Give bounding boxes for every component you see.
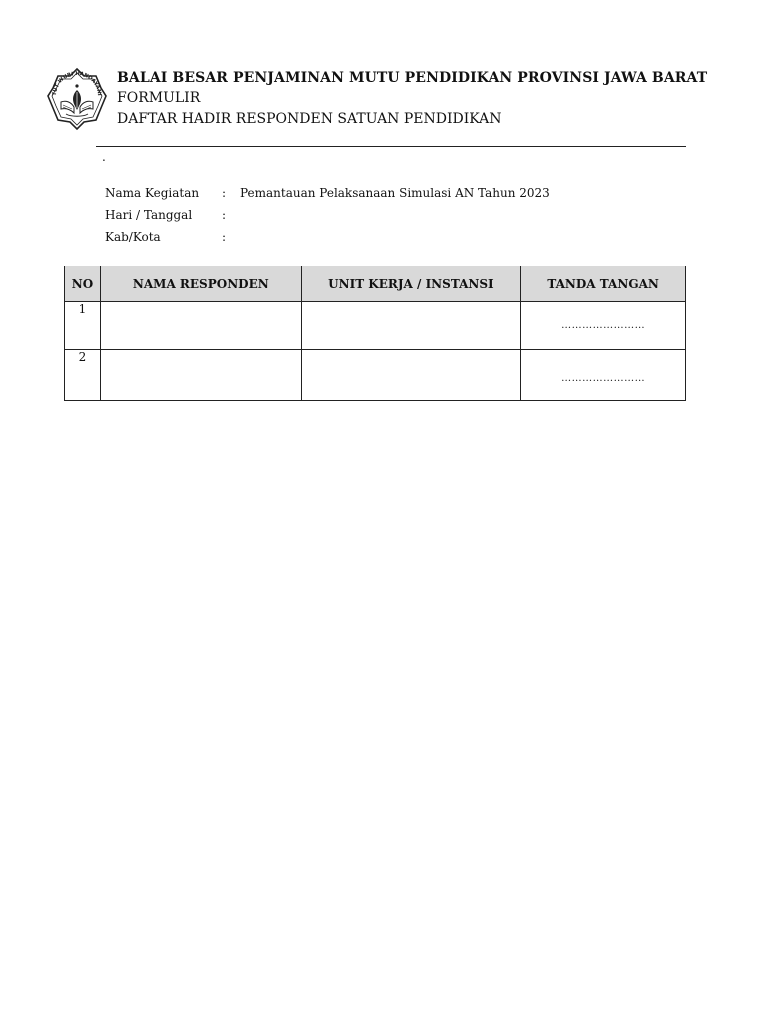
row-number: 2 xyxy=(65,350,101,401)
signature-cell[interactable]: …………………… xyxy=(521,302,686,350)
row-number: 1 xyxy=(65,302,101,350)
column-header-no: NO xyxy=(65,266,101,302)
column-header-name: NAMA RESPONDEN xyxy=(100,266,301,302)
info-colon: : xyxy=(222,186,227,200)
info-colon: : xyxy=(222,208,227,222)
table-row xyxy=(65,302,686,350)
info-value-activity: Pemantauan Pelaksanaan Simulasi AN Tahun 2023 xyxy=(240,186,550,200)
attendance-table xyxy=(64,266,686,401)
form-title: DAFTAR HADIR RESPONDEN SATUAN PENDIDIKAN xyxy=(117,111,502,127)
column-header-unit: UNIT KERJA / INSTANSI xyxy=(301,266,521,302)
column-header-signature: TANDA TANGAN xyxy=(521,266,686,302)
info-colon: : xyxy=(222,230,227,244)
table-row xyxy=(65,350,686,401)
info-label: Kab/Kota xyxy=(105,230,161,244)
unit-cell[interactable] xyxy=(301,350,521,401)
info-label: Nama Kegiatan xyxy=(105,186,200,200)
form-label: FORMULIR xyxy=(117,90,201,106)
table-header-row xyxy=(65,266,686,302)
signature-cell[interactable]: …………………… xyxy=(521,350,686,401)
document-header xyxy=(117,68,707,130)
tut-wuri-handayani-logo xyxy=(44,66,110,132)
tut-wuri-handayani-emblem-icon xyxy=(44,66,110,132)
institution-name: BALAI BESAR PENJAMINAN MUTU PENDIDIKAN PROVINSI JAWA BARAT xyxy=(117,70,708,86)
divider-mark: . xyxy=(102,150,106,164)
unit-cell[interactable] xyxy=(301,302,521,350)
info-label: Hari / Tanggal xyxy=(105,208,193,222)
respondent-name-cell[interactable] xyxy=(100,350,301,401)
respondent-name-cell[interactable] xyxy=(100,302,301,350)
logo-motto: TUT WURI HANDAYANI xyxy=(51,70,103,96)
header-divider xyxy=(96,146,686,147)
